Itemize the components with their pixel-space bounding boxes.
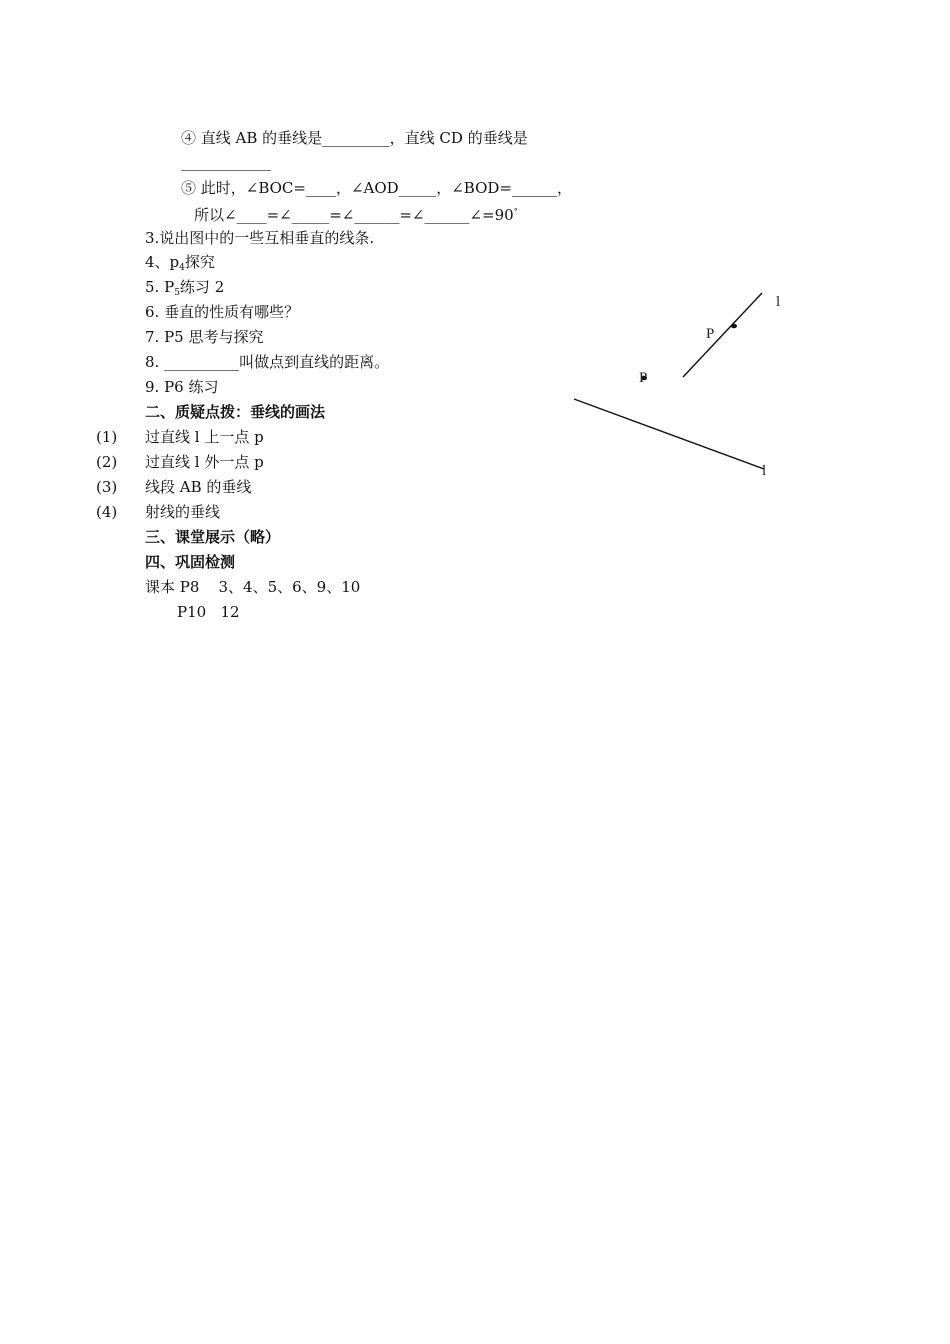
draw-item-3-num: (3) — [96, 478, 118, 496]
label-p-on-line: P — [706, 326, 715, 342]
line-l-lower — [574, 399, 764, 469]
question-6: 6. 垂直的性质有哪些？ — [145, 303, 300, 321]
section-3-title: 三、课堂展示（略） — [145, 528, 281, 546]
label-l-lower: l — [762, 463, 767, 479]
q4-suffix: 探究 — [184, 253, 215, 271]
q4-subscript: 4 — [179, 263, 185, 273]
draw-item-2-text: 过直线 l 外一点 p — [145, 453, 264, 471]
point-p-on-line — [731, 324, 737, 329]
draw-item-4-num: (4) — [96, 503, 118, 521]
item4-line2: ____________ — [181, 153, 271, 171]
question-9: 9. P6 练习 — [145, 378, 219, 396]
label-p-off-line: P — [639, 370, 648, 386]
draw-item-2-num: (2) — [96, 453, 118, 471]
line-l-upper — [683, 293, 762, 377]
section-2-title: 二、质疑点拨：垂线的画法 — [145, 403, 326, 421]
item5-line1: ⑤ 此时，∠BOC=____，∠AOD_____，∠BOD=______， — [181, 179, 572, 197]
section-4-title: 四、巩固检测 — [145, 553, 236, 571]
draw-item-1-num: (1) — [96, 428, 118, 446]
item4-line1: ④ 直线 AB 的垂线是_________，直线 CD 的垂线是 — [181, 129, 528, 147]
q5-prefix: 5. P — [145, 278, 175, 296]
homework-line-1: 课本 P8 3、4、5、6、9、10 — [145, 578, 361, 596]
draw-item-1-text: 过直线 l 上一点 p — [145, 428, 264, 446]
degree-sign: ° — [513, 207, 518, 216]
q5-subscript: 5 — [174, 288, 180, 298]
q4-prefix: 4、p — [145, 253, 180, 271]
question-3: 3.说出图中的一些互相垂直的线条. — [145, 229, 375, 247]
question-8: 8. __________叫做点到直线的距离。 — [145, 353, 390, 371]
q5-suffix: 练习 2 — [179, 278, 225, 296]
homework-line-2: P10 12 — [177, 603, 240, 621]
draw-item-3-text: 线段 AB 的垂线 — [145, 478, 252, 496]
label-l-upper: l — [776, 294, 781, 310]
draw-item-4-text: 射线的垂线 — [145, 503, 221, 521]
item5-line2-text: 所以∠____=∠_____=∠______=∠______∠=90 — [194, 206, 514, 224]
question-7: 7. P5 思考与探究 — [145, 328, 264, 346]
